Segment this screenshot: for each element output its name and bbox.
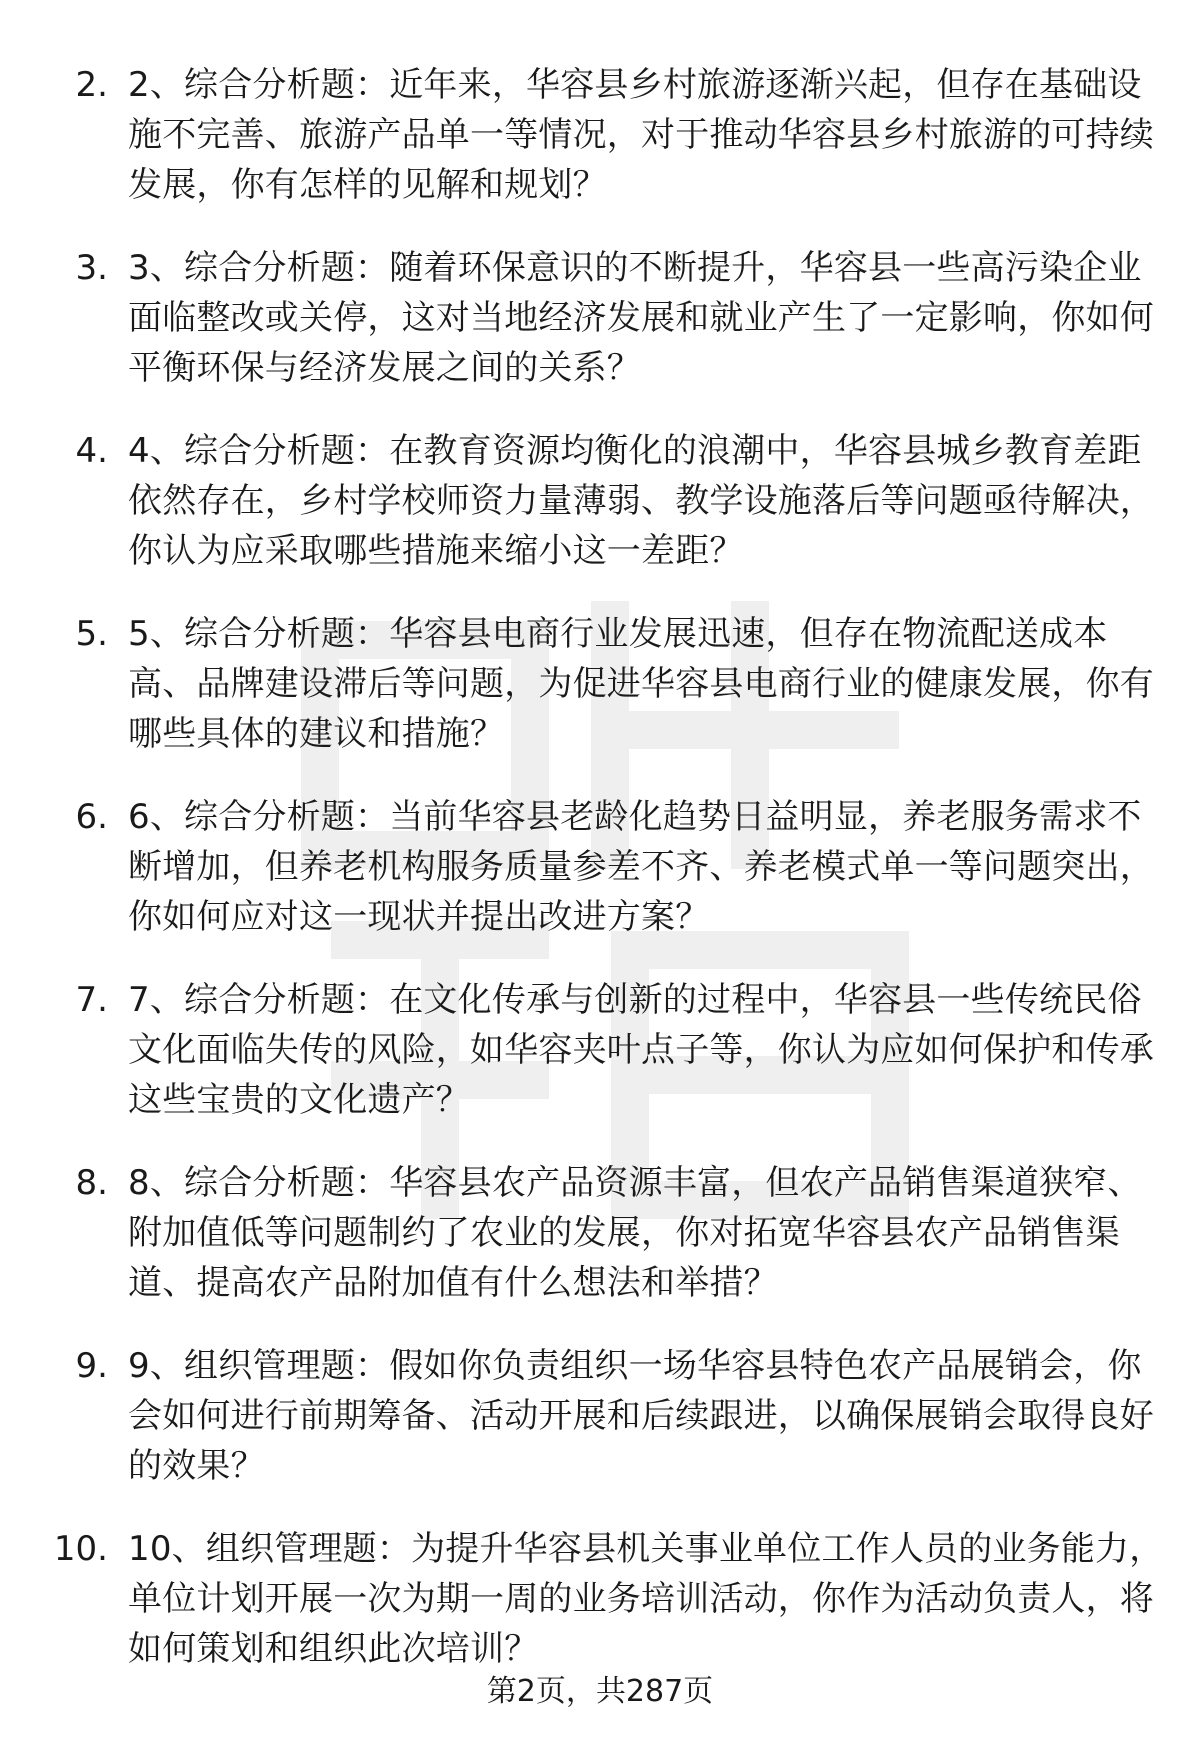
question-number: 3.: [75, 248, 108, 288]
question-text: 6、综合分析题：当前华容县老龄化趋势日益明显，养老服务需求不断增加，但养老机构服务质量参差不齐、养老模式单一等问题突出，你如何应对这一现状并提出改进方案？: [128, 797, 1154, 937]
question-text: 9、组织管理题：假如你负责组织一场华容县特色农产品展销会，你会如何进行前期筹备、活动开展和后续跟进，以确保展销会取得良好的效果？: [128, 1346, 1154, 1486]
question-item: [0, 52, 1200, 235]
question-item: [0, 601, 1200, 784]
question-number: 2.: [75, 65, 108, 105]
question-item: [0, 418, 1200, 601]
question-number: 4.: [75, 431, 108, 471]
question-number: 10.: [53, 1529, 108, 1569]
question-text: 3、综合分析题：随着环保意识的不断提升，华容县一些高污染企业面临整改或关停，这对当地经济发展和就业产生了一定影响，你如何平衡环保与经济发展之间的关系？: [128, 248, 1154, 388]
question-item: [0, 784, 1200, 967]
question-number: 6.: [75, 797, 108, 837]
question-list: [0, 52, 1200, 1699]
question-text: 4、综合分析题：在教育资源均衡化的浪潮中，华容县城乡教育差距依然存在，乡村学校师资力量薄弱、教学设施落后等问题亟待解决，你认为应采取哪些措施来缩小这一差距？: [128, 431, 1154, 571]
question-item: [0, 967, 1200, 1150]
question-number: 7.: [75, 980, 108, 1020]
question-number: 8.: [75, 1163, 108, 1203]
question-item: [0, 1150, 1200, 1333]
question-number: 5.: [75, 614, 108, 654]
question-text: 10、组织管理题：为提升华容县机关事业单位工作人员的业务能力，单位计划开展一次为期一周的业务培训活动，你作为活动负责人，将如何策划和组织此次培训？: [128, 1529, 1164, 1669]
question-item: [0, 1333, 1200, 1516]
question-item: [0, 235, 1200, 418]
page-number-footer: 第2页，共287页: [486, 1674, 714, 1709]
question-text: 8、综合分析题：华容县农产品资源丰富，但农产品销售渠道狭窄、附加值低等问题制约了农业的发展，你对拓宽华容县农产品销售渠道、提高农产品附加值有什么想法和举措？: [128, 1163, 1142, 1303]
question-text: 2、综合分析题：近年来，华容县乡村旅游逐渐兴起，但存在基础设施不完善、旅游产品单一等情况，对于推动华容县乡村旅游的可持续发展，你有怎样的见解和规划？: [128, 65, 1154, 205]
question-text: 5、综合分析题：华容县电商行业发展迅速，但存在物流配送成本高、品牌建设滞后等问题，为促进华容县电商行业的健康发展，你有哪些具体的建议和措施？: [128, 614, 1154, 754]
question-text: 7、综合分析题：在文化传承与创新的过程中，华容县一些传统民俗文化面临失传的风险，如华容夹叶点子等，你认为应如何保护和传承这些宝贵的文化遗产？: [128, 980, 1154, 1120]
question-number: 9.: [75, 1346, 108, 1386]
